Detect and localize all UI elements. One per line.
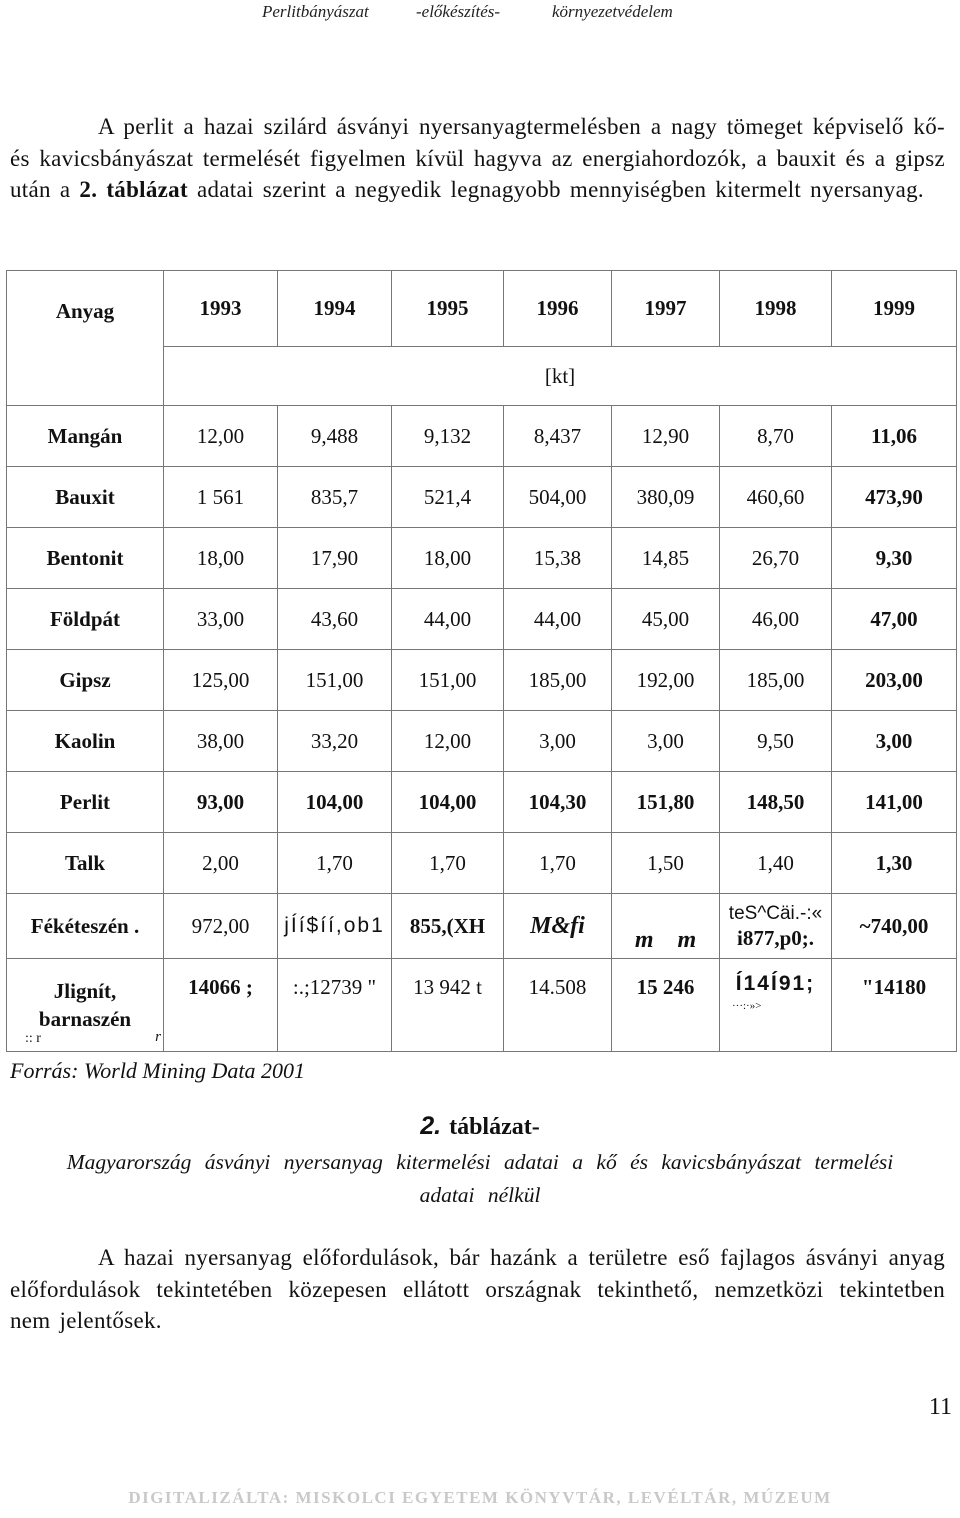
table-cell: 45,00 (612, 589, 720, 650)
table-caption: Magyarország ásványi nyersanyag kitermelési adatai a kő és kavicsbányászat termelési adatai nélkül (66, 1150, 894, 1207)
table-cell: 15,38 (504, 528, 612, 589)
table-cell: 1,70 (278, 833, 392, 894)
row-material-name: Bauxit (7, 467, 164, 528)
table-cell: 33,20 (278, 711, 392, 772)
row-material-name: Földpát (7, 589, 164, 650)
year-header: 1998 (720, 271, 832, 347)
table-cell: 3,00 (612, 711, 720, 772)
table-cell: 151,00 (392, 650, 504, 711)
table-cell: 12,00 (164, 406, 278, 467)
table-cell-stack (720, 894, 832, 959)
table-row (7, 589, 957, 650)
year-header: 1997 (612, 271, 720, 347)
table-cell: 192,00 (612, 650, 720, 711)
table-cell: 504,00 (504, 467, 612, 528)
table-cell: 33,00 (164, 589, 278, 650)
table-cell: 9,50 (720, 711, 832, 772)
table-cell-top: teS^Cäi.-:« (728, 903, 823, 924)
row-material-name-cell (7, 959, 164, 1052)
outro-text: A hazai nyersanyag előfordulások, bár hazánk a területre eső fajlagos ásványi anyag előfordulások tekintetében közepesen ellátott országnak tekinthető, nemzetközi tekintetben nem jelentősek. (10, 1245, 945, 1333)
table-cell: m m (612, 894, 720, 959)
table-cell: 148,50 (720, 772, 832, 833)
scan-noise: r (155, 1029, 161, 1045)
table-cell: Í14Í91; (735, 972, 816, 995)
table-cell: 473,90 (832, 467, 957, 528)
table-cell: 38,00 (164, 711, 278, 772)
intro-text-2: adatai szerint a negyedik legnagyobb mennyiségben kitermelt nyersanyag. (187, 177, 924, 202)
header-center: -előkészítés- (416, 2, 501, 21)
table-row (7, 406, 957, 467)
table-cell: 1,50 (612, 833, 720, 894)
table-cell: 8,70 (720, 406, 832, 467)
table-row (7, 528, 957, 589)
table-cell: 9,488 (278, 406, 392, 467)
scan-noise: ···:·»> (732, 1000, 762, 1012)
table-cell: 12,90 (612, 406, 720, 467)
table-row (7, 833, 957, 894)
table-cell: 93,00 (164, 772, 278, 833)
table-row (7, 467, 957, 528)
table-cell: 1,30 (832, 833, 957, 894)
table-row (7, 772, 957, 833)
caption-label: táblázat- (449, 1114, 540, 1140)
row-material-name: Bentonit (7, 528, 164, 589)
table-cell: 104,00 (392, 772, 504, 833)
table-cell: 203,00 (832, 650, 957, 711)
table-source: Forrás: World Mining Data 2001 (10, 1058, 305, 1083)
table-cell: 13 942 t (392, 959, 504, 1052)
row-material-name: Gipsz (7, 650, 164, 711)
unit-label: [kt] (164, 347, 957, 406)
header-left: Perlitbányászat (262, 2, 369, 21)
year-header: 1994 (278, 271, 392, 347)
table-cell: 12,00 (392, 711, 504, 772)
caption-number: 2. (420, 1112, 442, 1140)
table-cell: 1,70 (504, 833, 612, 894)
table-cell: 14,85 (612, 528, 720, 589)
table-cell: 185,00 (504, 650, 612, 711)
table-cell: 17,90 (278, 528, 392, 589)
table-cell: 8,437 (504, 406, 612, 467)
table-cell: 15 246 (612, 959, 720, 1052)
production-table (6, 270, 957, 1052)
table-cell: ~740,00 (832, 894, 957, 959)
running-header (0, 2, 960, 24)
table-cell: 26,70 (720, 528, 832, 589)
table-cell: 18,00 (164, 528, 278, 589)
table-cell: 44,00 (504, 589, 612, 650)
table-cell: :.;12739 " (278, 959, 392, 1052)
table-cell: 855,(XH (392, 894, 504, 959)
table-cell: 9,30 (832, 528, 957, 589)
table-cell: 521,4 (392, 467, 504, 528)
year-header: 1996 (504, 271, 612, 347)
table-cell: 11,06 (832, 406, 957, 467)
year-header: 1993 (164, 271, 278, 347)
table-cell: 104,00 (278, 772, 392, 833)
table-cell: 835,7 (278, 467, 392, 528)
table-cell: 3,00 (504, 711, 612, 772)
table-header-row (7, 271, 957, 347)
year-header: 1999 (832, 271, 957, 347)
table-caption-number (0, 1112, 960, 1141)
table-cell: M&fi (504, 894, 612, 959)
table-cell: 43,60 (278, 589, 392, 650)
scan-noise: :: r (25, 1031, 41, 1046)
row-material-name: Kaolin (7, 711, 164, 772)
table-cell: 18,00 (392, 528, 504, 589)
table-cell: i877,p0;. (736, 926, 814, 950)
table-cell: 14066 ; (164, 959, 278, 1052)
table-cell: 9,132 (392, 406, 504, 467)
table-row (7, 650, 957, 711)
table-cell: 460,60 (720, 467, 832, 528)
table-cell: 125,00 (164, 650, 278, 711)
year-header: 1995 (392, 271, 504, 347)
table-row-feketeszen (7, 894, 957, 959)
table-cell: jÍí$íí,ob1 (278, 894, 392, 959)
table-cell: 2,00 (164, 833, 278, 894)
table-cell: 185,00 (720, 650, 832, 711)
table-reference: 2. táblázat (79, 177, 188, 202)
intro-text-1: A perlit a hazai szilárd ásványi nyersanyagtermelésben a nagy tömeget képviselő kő- és kavicsbányászat termelését figyelmen kívül hagyva az energiahordozók, a bauxit és a gipsz után a (10, 114, 945, 202)
intro-paragraph (10, 111, 945, 206)
table-cell-stack (720, 959, 832, 1052)
row-material-name: Perlit (7, 772, 164, 833)
digitization-footer: DIGITALIZÁLTA: MISKOLCI EGYETEM KÖNYVTÁR, LEVÉLTÁR, MÚZEUM (128, 1488, 832, 1507)
table-cell: 3,00 (832, 711, 957, 772)
table-cell: 380,09 (612, 467, 720, 528)
table-cell: 46,00 (720, 589, 832, 650)
row-material-name: Mangán (7, 406, 164, 467)
row-material-name: Fékéteszén . (7, 894, 164, 959)
row-material-name: Jlignít, barnaszén (38, 979, 132, 1031)
table-cell: 104,30 (504, 772, 612, 833)
table-row (7, 711, 957, 772)
table-cell: 47,00 (832, 589, 957, 650)
row-material-name: Talk (7, 833, 164, 894)
table-cell: 1,70 (392, 833, 504, 894)
table-cell: 151,80 (612, 772, 720, 833)
table-cell: "14180 (832, 959, 957, 1052)
table-cell: 151,00 (278, 650, 392, 711)
table-cell: 972,00 (164, 894, 278, 959)
table-cell: 141,00 (832, 772, 957, 833)
table-corner-header: Anyag (7, 271, 164, 406)
table-cell: 14.508 (504, 959, 612, 1052)
page-number: 11 (928, 1394, 952, 1420)
table-row-lignit (7, 959, 957, 1052)
table-cell: 1,40 (720, 833, 832, 894)
outro-paragraph (10, 1242, 945, 1337)
header-right: környezetvédelem (552, 2, 673, 21)
table-cell: 44,00 (392, 589, 504, 650)
table-cell: 1 561 (164, 467, 278, 528)
